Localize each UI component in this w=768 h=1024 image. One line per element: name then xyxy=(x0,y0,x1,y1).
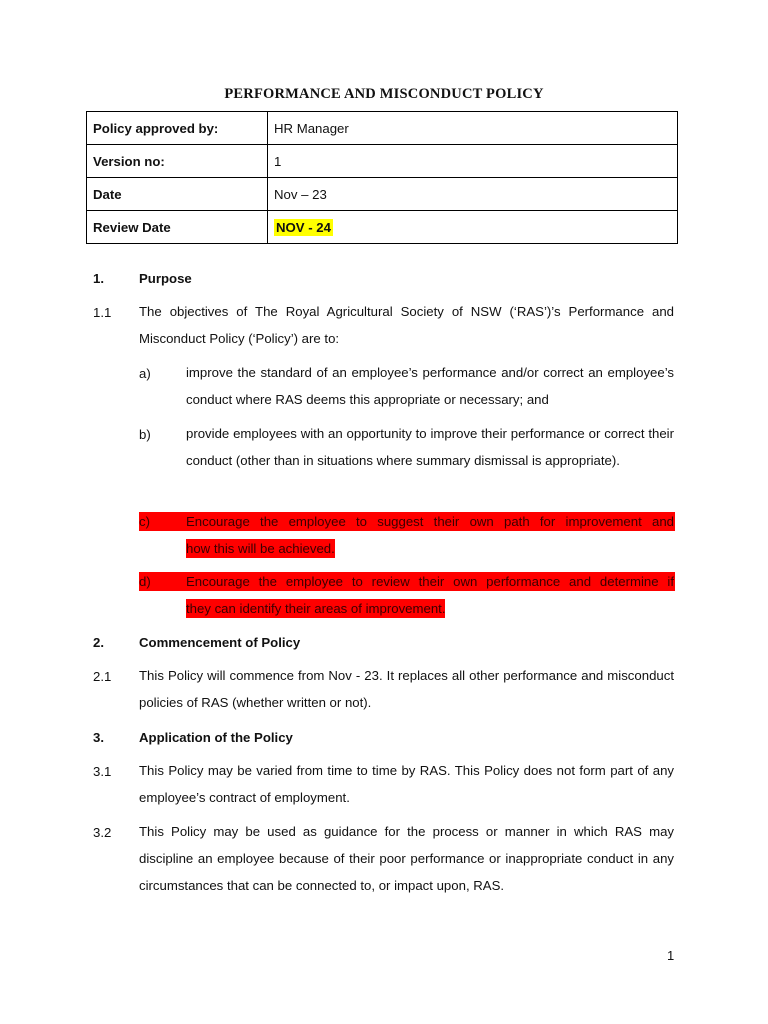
table-row xyxy=(87,178,678,211)
meta-label: Review Date xyxy=(87,211,268,244)
item-letter: b) xyxy=(139,427,151,442)
item-text-line1: Encourage the employee to suggest their own path for improvement and xyxy=(186,514,674,529)
meta-value: HR Manager xyxy=(268,112,678,145)
table-row xyxy=(87,112,678,145)
section-number: 2. xyxy=(93,635,104,650)
red-highlight-text: how this will be achieved. xyxy=(186,541,335,556)
item-letter: c) xyxy=(139,514,150,529)
meta-label: Version no: xyxy=(87,145,268,178)
red-highlight-text: they can identify their areas of improvement. xyxy=(186,601,446,616)
section-number: 1. xyxy=(93,271,104,286)
clause-text: This Policy may be varied from time to time by RAS. This Policy does not form part of any employee’s contract of employment. xyxy=(139,763,674,805)
item-text: provide employees with an opportunity to improve their performance or correct their conduct (other than in situations where summary dismissal is appropriate). xyxy=(186,426,674,468)
review-date-highlight: NOV - 24 xyxy=(276,219,331,235)
page-number: 1 xyxy=(667,948,675,963)
clause-number: 3.2 xyxy=(93,825,112,840)
item-letter: a) xyxy=(139,366,151,381)
table-row xyxy=(87,211,678,244)
table-row xyxy=(87,145,678,178)
meta-value: 1 xyxy=(268,145,678,178)
clause-number: 3.1 xyxy=(93,764,112,779)
item-text-line2 xyxy=(186,601,445,616)
meta-label: Date xyxy=(87,178,268,211)
clause-text: The objectives of The Royal Agricultural Society of NSW (‘RAS’)’s Performance and Misconduct Policy (‘Policy’) are to: xyxy=(139,304,674,346)
item-text-line1: Encourage the employee to review their own performance and determine if xyxy=(186,574,674,589)
item-text-line2 xyxy=(186,541,335,556)
item-text: improve the standard of an employee’s performance and/or correct an employee’s conduct where RAS deems this appropriate or necessary; and xyxy=(186,365,674,407)
document-title: PERFORMANCE AND MISCONDUCT POLICY xyxy=(224,86,544,102)
section-heading: Application of the Policy xyxy=(139,730,293,745)
policy-meta-table xyxy=(86,111,678,244)
clause-number: 2.1 xyxy=(93,669,112,684)
section-heading: Commencement of Policy xyxy=(139,635,301,650)
clause-number: 1.1 xyxy=(93,305,112,320)
section-heading: Purpose xyxy=(139,271,192,286)
section-number: 3. xyxy=(93,730,104,745)
item-letter: d) xyxy=(139,574,151,589)
meta-value xyxy=(268,211,678,244)
meta-label: Policy approved by: xyxy=(87,112,268,145)
clause-text: This Policy will commence from Nov - 23. It replaces all other performance and misconduct policies of RAS (whether written or not). xyxy=(139,668,674,710)
meta-value: Nov – 23 xyxy=(268,178,678,211)
clause-text: This Policy may be used as guidance for the process or manner in which RAS may discipline an employee because of their poor performance or inappropriate conduct in any circumstances that can be connected to, or impact upon, RAS. xyxy=(139,824,674,893)
